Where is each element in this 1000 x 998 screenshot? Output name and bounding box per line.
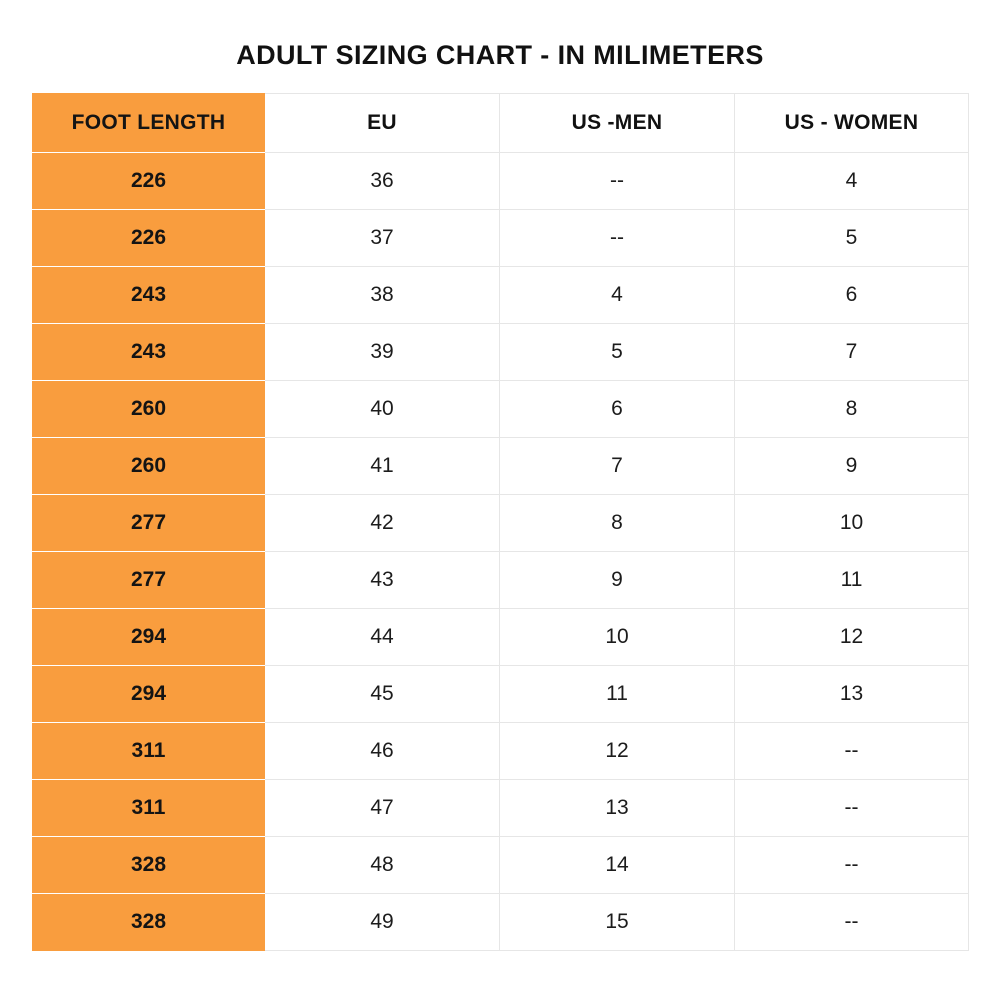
cell-foot-length: 294 (33, 666, 265, 723)
cell-foot-length: 311 (33, 780, 265, 837)
cell-us-women: 9 (735, 438, 969, 495)
cell-foot-length: 277 (33, 552, 265, 609)
table-row (33, 666, 969, 723)
cell-foot-length: 311 (33, 723, 265, 780)
cell-us-women: 13 (735, 666, 969, 723)
cell-eu: 40 (265, 381, 500, 438)
cell-foot-length: 260 (33, 381, 265, 438)
page-title: ADULT SIZING CHART - IN MILIMETERS (236, 40, 764, 70)
cell-us-men: 11 (500, 666, 735, 723)
table-row (33, 609, 969, 666)
cell-us-men: 15 (500, 894, 735, 951)
table-row (33, 837, 969, 894)
cell-eu: 46 (265, 723, 500, 780)
cell-eu: 43 (265, 552, 500, 609)
table-header-row (33, 94, 969, 153)
table-row (33, 780, 969, 837)
cell-foot-length: 328 (33, 894, 265, 951)
cell-eu: 48 (265, 837, 500, 894)
cell-eu: 42 (265, 495, 500, 552)
cell-us-men: 12 (500, 723, 735, 780)
cell-eu: 37 (265, 210, 500, 267)
cell-us-women: -- (735, 780, 969, 837)
cell-foot-length: 328 (33, 837, 265, 894)
cell-eu: 39 (265, 324, 500, 381)
column-header-eu: EU (265, 94, 500, 153)
cell-us-women: 12 (735, 609, 969, 666)
table-row (33, 552, 969, 609)
cell-foot-length: 294 (33, 609, 265, 666)
table-row (33, 267, 969, 324)
table-body (33, 153, 969, 951)
table-row (33, 153, 969, 210)
cell-us-women: -- (735, 723, 969, 780)
table-row (33, 381, 969, 438)
cell-foot-length: 226 (33, 153, 265, 210)
cell-eu: 49 (265, 894, 500, 951)
table-row (33, 495, 969, 552)
cell-us-women: 10 (735, 495, 969, 552)
column-header-us-men: US -MEN (500, 94, 735, 153)
cell-eu: 44 (265, 609, 500, 666)
cell-foot-length: 243 (33, 267, 265, 324)
cell-foot-length: 226 (33, 210, 265, 267)
cell-us-women: 6 (735, 267, 969, 324)
cell-us-women: 5 (735, 210, 969, 267)
cell-us-women: 7 (735, 324, 969, 381)
cell-foot-length: 277 (33, 495, 265, 552)
table-row (33, 438, 969, 495)
cell-us-men: 4 (500, 267, 735, 324)
cell-us-women: -- (735, 894, 969, 951)
column-header-foot-length: FOOT LENGTH (33, 94, 265, 153)
cell-us-men: 13 (500, 780, 735, 837)
cell-foot-length: 260 (33, 438, 265, 495)
table-row (33, 210, 969, 267)
cell-us-men: 9 (500, 552, 735, 609)
cell-eu: 36 (265, 153, 500, 210)
cell-us-men: -- (500, 210, 735, 267)
cell-foot-length: 243 (33, 324, 265, 381)
cell-eu: 45 (265, 666, 500, 723)
column-header-us-women: US - WOMEN (735, 94, 969, 153)
cell-eu: 41 (265, 438, 500, 495)
adult-sizing-table (32, 93, 969, 951)
table-row (33, 894, 969, 951)
cell-eu: 38 (265, 267, 500, 324)
cell-us-women: 11 (735, 552, 969, 609)
cell-us-women: 4 (735, 153, 969, 210)
table-header (33, 94, 969, 153)
cell-us-men: 5 (500, 324, 735, 381)
table-row (33, 324, 969, 381)
cell-us-women: -- (735, 837, 969, 894)
table-row (33, 723, 969, 780)
cell-us-men: 7 (500, 438, 735, 495)
cell-us-women: 8 (735, 381, 969, 438)
cell-us-men: 8 (500, 495, 735, 552)
cell-eu: 47 (265, 780, 500, 837)
cell-us-men: 10 (500, 609, 735, 666)
cell-us-men: 6 (500, 381, 735, 438)
cell-us-men: 14 (500, 837, 735, 894)
cell-us-men: -- (500, 153, 735, 210)
